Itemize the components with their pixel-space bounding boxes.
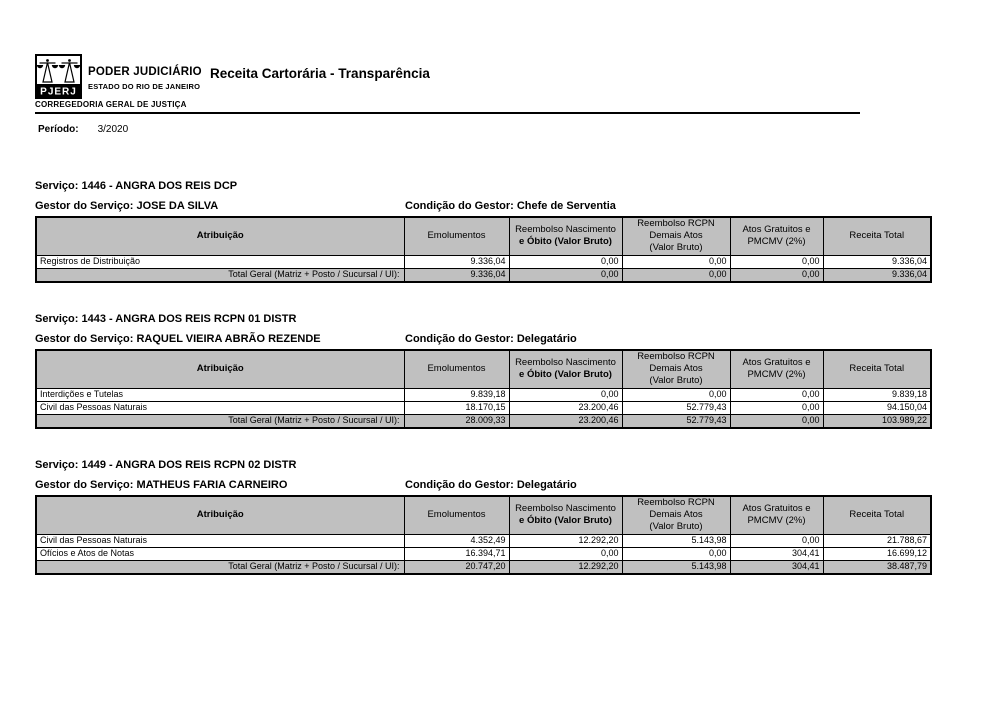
col-header-atribuicao: Atribuição xyxy=(36,217,404,255)
table-row xyxy=(36,255,931,268)
total-emolumentos: 28.009,33 xyxy=(404,414,509,428)
page-title: Receita Cartorária - Transparência xyxy=(210,66,430,81)
col-header-reembolso-rcpn: Reembolso RCPN Demais Atos (Valor Bruto) xyxy=(622,217,730,255)
cell-reembolso-nascimento: 23.200,46 xyxy=(509,401,622,414)
pjerj-logo xyxy=(35,54,82,99)
col-header-reembolso-nascimento: Reembolso Nascimento e Óbito (Valor Bruto) xyxy=(509,217,622,255)
cell-emolumentos: 9.336,04 xyxy=(404,255,509,268)
cell-reembolso-rcpn: 52.779,43 xyxy=(622,401,730,414)
col-header-atribuicao: Atribuição xyxy=(36,496,404,534)
col-header-atos-gratuitos: Atos Gratuitos e PMCMV (2%) xyxy=(730,496,823,534)
total-receita-total: 9.336,04 xyxy=(823,268,931,282)
cell-receita-total: 9.336,04 xyxy=(823,255,931,268)
manager-condition: Condição do Gestor: Delegatário xyxy=(405,479,577,491)
manager-line xyxy=(35,200,930,212)
cell-atos-gratuitos: 0,00 xyxy=(730,534,823,547)
total-atos-gratuitos: 0,00 xyxy=(730,268,823,282)
col-header-atos-gratuitos: Atos Gratuitos e PMCMV (2%) xyxy=(730,217,823,255)
table-header-row xyxy=(36,217,931,255)
service-title: Serviço: 1443 - ANGRA DOS REIS RCPN 01 DISTR xyxy=(35,313,297,325)
org-name: PODER JUDICIÁRIO xyxy=(88,66,202,78)
table-row xyxy=(36,547,931,560)
total-label: Total Geral (Matriz + Posto / Sucursal / UI): xyxy=(36,268,404,282)
cell-atribuicao: Ofícios e Atos de Notas xyxy=(36,547,404,560)
service-manager: Gestor do Serviço: JOSE DA SILVA xyxy=(35,200,219,212)
manager-line xyxy=(35,479,930,491)
org-subtitle: ESTADO DO RIO DE JANEIRO xyxy=(88,82,201,91)
col-header-reembolso-nascimento: Reembolso Nascimento e Óbito (Valor Bruto) xyxy=(509,496,622,534)
total-emolumentos: 20.747,20 xyxy=(404,560,509,574)
cell-reembolso-rcpn: 0,00 xyxy=(622,547,730,560)
org-department: CORREGEDORIA GERAL DE JUSTIÇA xyxy=(35,100,187,109)
service-manager: Gestor do Serviço: RAQUEL VIEIRA ABRÃO REZENDE xyxy=(35,333,321,345)
cell-receita-total: 9.839,18 xyxy=(823,388,931,401)
cell-atos-gratuitos: 0,00 xyxy=(730,388,823,401)
service-title: Serviço: 1446 - ANGRA DOS REIS DCP xyxy=(35,180,238,192)
total-atos-gratuitos: 304,41 xyxy=(730,560,823,574)
col-header-receita-total: Receita Total xyxy=(823,350,931,388)
total-receita-total: 103.989,22 xyxy=(823,414,931,428)
cell-reembolso-rcpn: 0,00 xyxy=(622,255,730,268)
period-label: Período: xyxy=(38,124,79,135)
service-title: Serviço: 1449 - ANGRA DOS REIS RCPN 02 DISTR xyxy=(35,459,297,471)
scales-icon xyxy=(37,59,58,82)
total-row xyxy=(36,414,931,428)
scales-icon xyxy=(59,59,80,82)
revenue-table xyxy=(35,216,932,283)
cell-emolumentos: 16.394,71 xyxy=(404,547,509,560)
table-header-row xyxy=(36,350,931,388)
col-header-emolumentos: Emolumentos xyxy=(404,217,509,255)
service-section-1446 xyxy=(35,180,930,283)
service-section-1443 xyxy=(35,313,930,429)
cell-emolumentos: 18.170,15 xyxy=(404,401,509,414)
col-header-reembolso-rcpn: Reembolso RCPN Demais Atos (Valor Bruto) xyxy=(622,350,730,388)
col-header-receita-total: Receita Total xyxy=(823,496,931,534)
cell-reembolso-rcpn: 0,00 xyxy=(622,388,730,401)
revenue-table xyxy=(35,349,932,429)
col-header-emolumentos: Emolumentos xyxy=(404,350,509,388)
period-line xyxy=(38,124,128,135)
table-row xyxy=(36,534,931,547)
table-row xyxy=(36,401,931,414)
cell-receita-total: 94.150,04 xyxy=(823,401,931,414)
col-header-reembolso-nascimento: Reembolso Nascimento e Óbito (Valor Bruto) xyxy=(509,350,622,388)
service-section-1449 xyxy=(35,459,930,575)
total-reembolso-nascimento: 0,00 xyxy=(509,268,622,282)
manager-condition: Condição do Gestor: Chefe de Serventia xyxy=(405,200,616,212)
total-label: Total Geral (Matriz + Posto / Sucursal / UI): xyxy=(36,414,404,428)
col-header-atribuicao: Atribuição xyxy=(36,350,404,388)
cell-atos-gratuitos: 304,41 xyxy=(730,547,823,560)
cell-receita-total: 16.699,12 xyxy=(823,547,931,560)
col-header-reembolso-rcpn: Reembolso RCPN Demais Atos (Valor Bruto) xyxy=(622,496,730,534)
total-reembolso-nascimento: 12.292,20 xyxy=(509,560,622,574)
manager-condition: Condição do Gestor: Delegatário xyxy=(405,333,577,345)
cell-atribuicao: Interdições e Tutelas xyxy=(36,388,404,401)
cell-atos-gratuitos: 0,00 xyxy=(730,401,823,414)
table-row xyxy=(36,388,931,401)
cell-reembolso-nascimento: 0,00 xyxy=(509,547,622,560)
cell-atos-gratuitos: 0,00 xyxy=(730,255,823,268)
cell-reembolso-nascimento: 12.292,20 xyxy=(509,534,622,547)
total-atos-gratuitos: 0,00 xyxy=(730,414,823,428)
period-value: 3/2020 xyxy=(97,124,129,135)
total-row xyxy=(36,268,931,282)
service-manager: Gestor do Serviço: MATHEUS FARIA CARNEIRO xyxy=(35,479,288,491)
total-reembolso-rcpn: 0,00 xyxy=(622,268,730,282)
col-header-atos-gratuitos: Atos Gratuitos e PMCMV (2%) xyxy=(730,350,823,388)
total-emolumentos: 9.336,04 xyxy=(404,268,509,282)
manager-line xyxy=(35,333,930,345)
table-header-row xyxy=(36,496,931,534)
total-reembolso-rcpn: 52.779,43 xyxy=(622,414,730,428)
cell-atribuicao: Civil das Pessoas Naturais xyxy=(36,534,404,547)
revenue-table xyxy=(35,495,932,575)
cell-receita-total: 21.788,67 xyxy=(823,534,931,547)
cell-atribuicao: Registros de Distribuição xyxy=(36,255,404,268)
total-reembolso-nascimento: 23.200,46 xyxy=(509,414,622,428)
total-reembolso-rcpn: 5.143,98 xyxy=(622,560,730,574)
cell-reembolso-rcpn: 5.143,98 xyxy=(622,534,730,547)
col-header-receita-total: Receita Total xyxy=(823,217,931,255)
cell-emolumentos: 4.352,49 xyxy=(404,534,509,547)
cell-reembolso-nascimento: 0,00 xyxy=(509,388,622,401)
header-divider xyxy=(35,112,860,114)
total-row xyxy=(36,560,931,574)
cell-atribuicao: Civil das Pessoas Naturais xyxy=(36,401,404,414)
col-header-emolumentos: Emolumentos xyxy=(404,496,509,534)
logo-acronym: PJERJ xyxy=(40,86,77,98)
cell-reembolso-nascimento: 0,00 xyxy=(509,255,622,268)
total-label: Total Geral (Matriz + Posto / Sucursal / UI): xyxy=(36,560,404,574)
cell-emolumentos: 9.839,18 xyxy=(404,388,509,401)
total-receita-total: 38.487,79 xyxy=(823,560,931,574)
